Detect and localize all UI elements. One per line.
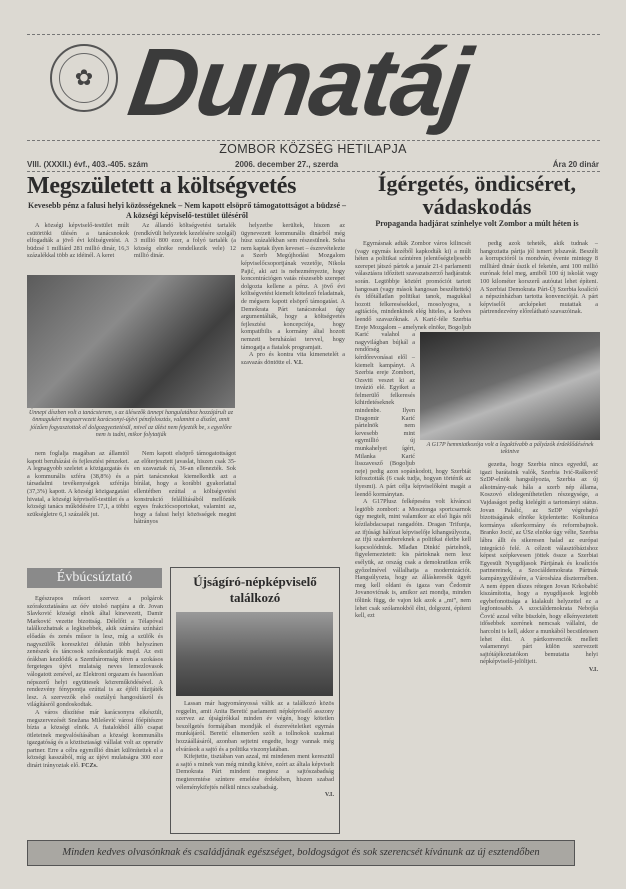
journalist-signature: V.I. <box>324 791 334 799</box>
journalist-headline-line2: találkozó <box>229 590 281 605</box>
budget-deck: Kevesebb pénz a falusi helyi közösségeknek – Nem kapott elsöprő támogatottságot a büdzsé – A községi képviselő-testület üléséről <box>28 201 346 220</box>
masthead-subtitle: ZOMBOR KÖZSÉG HETILAPJA <box>219 142 407 156</box>
farewell-body: Egészrapos műsort szervez a polgárok szórakoztatására az óév utolsó napjára a dr. Jovan Slavković községi elnök által kinevezett, Damir Marković vezette bizottság. Délelőtt a Télapóval találkozhatnak a legkisebbek, akik számára színházi előadás és zenés műsor is lesz, míg a szülők és nagyszülők koreszközi délután több helyszínen zenészek és táncosok szórakoztatják majd. Az esti órákban kezdődik a Szentháromság téren a szokásos fergeteges újévi mulatság neves lemezlovasok válogatott zenével, az Elektroni orgazam és hasonlóan népszerű helyi együttesek közreműködésével. A rendezvény fénypontja ezúttal is az éjféli tűzijáték lesz. A szervezők első osztályú hangosításról és világításról gondoskodtak. A város díszítése már karácsonyra elkészült, megszervezését Snežana Milešević városi főépítészre bízta a községi elnök. A fiatalokból álló csapat ötleteinek megvalósításában a községi kommunális igazgatóság és a köztisztasági vállalat volt az operatív partner. Erre a célra egymillió dinárt különítettek el a községi kasszából, míg az újévi mulatságra 300 ezer dinárt irányoztak elő. FCZs. <box>27 595 163 770</box>
journalist-body: Lassan már hagyományossá válik az a találkozó közös reggelin, amit Anita Beretić parlamenti népképviselő asszony szervez az újságírókkal minden év végén, hogy kötetlen beszélgetés formájában mondják el észrevételeiket egymás munkájáról. Beretić elismerően szólt a tollnokok szakmai hozzáállásáról, azonban sejtetni engedte, hogy vannak még elvárások a sajtó és a politika viszonylatában. Kifejtette, tisztában van azzal, mi mindenen ment keresztül a sajtó s minek van még mindig kitéve, ezért az általa képviselt Demokrata Párt mindent megtesz a sajtószabadság megteremtése színtere emelése érdekében, hiszen szabad véleménykifejtés nélkül nincs szabadság. V.I. <box>176 700 334 799</box>
issue-number: VIII. (XXXII.) évf., 403.-405. szám <box>27 160 148 169</box>
farewell-signature: FCZs. <box>81 762 98 770</box>
issue-price: Ára 20 dinár <box>552 160 599 169</box>
campaign-deck: Propaganda hadjárat színhelye volt Zombor a múlt héten is <box>375 219 579 228</box>
campaign-headline <box>352 172 602 218</box>
journalist-headline-line1: Újságíró-népképviselő <box>193 574 317 589</box>
council-photo-caption: Ünnepi díszben volt a tanácsterem, s az ülésezők ünnepi hangulatához hozzájárult az önmagukért megszervezett karácsonyi-újévi pénzfelosztás, valamint a díszlet, amit jóízűen fogyasztottak el dolgozgyeztetésül, mivel az ülést nem fejezték be, s egyelőre nem is tudni, mikor folytatják <box>28 410 234 439</box>
campaign-headline-line2: vádaskodás <box>422 194 532 219</box>
budget-col2-bottom: Nem kapott elsöprő támogatottságot az előterjesztett javaslat, hiszen csak 35-en szavaztak rá, 36-an ellenezték. Sok párt tanácsnokai kiemelkedik azt a bírálat, hogy a korábbi gyakorlattal ellentétben ezúttal a költségvetési konstrukció felállításából mellőzték egyes frakciócsoportokat, valamint az, hogy a falusi helyi közösségek megint hátrányos <box>134 450 236 526</box>
coat-of-arms-seal-icon: ✿ <box>50 44 118 112</box>
campaign-col2-top: pedig azok teheték, akik tudnak – hangoztatta pártja jól ismert jelszavát. Beszélt a korrupcióról is mondván, évente mintegy 8 milliárd dinár úszik el feketén, ami 100 millió eurónak felel meg, amiből 100 új iskolát vagy 100 kilométer korszerű autóutat lehet építeni. A Szerbiai Demokrata Párt-Új Szerbia koalíció a népszínházban tartotta konvencióját. A párt képviselői arcképeket mutattak a pártrendezvény előrelátható szavazóinak. <box>480 240 598 316</box>
campaign-col2-bottom: gezetta, hogy Szerbia nincs egyedül, az igazi barátaink valók, Szerbia Ivić-Raškovič SzDP-elnök hangsúlyozta, Szerbia az új alkotmány-nak hála a szerb nép állama, Koszovó elidegeníthetetlen részegysége, a Vajdaságot pedig kielégíti a tartományi státus. Jovan Palalić, az SzDP végrehajtó bizottságának elnöke kijelentette: Koštunica kormánya sikerkormány és reformbajnok. Branko Jocić, az ÚSz elnöke úgy vélte, Szerbia lábra állt és sikeresen halad az európai integráció felé. A célzott választóbázishoz képest szépkevesen jöttek össze a Szerbiai Egyesült Nyugdíjasok Pártjának és koalíciós partnereinek, a Szociáldemokrata Pártnak kampánygyűlésére, a Városháza dísztermében. A nem éppen díszes rétegen Jovan Krkobabić kiszámította, hogy a nyugdíjasok legjobb egybefonottsága a kialakult helyzettel ez a legfontosabb. A szociáldemokrata Nebojša Čović azzal vélte büszkén, hogy elkényeztetett idősebbek szerének nemcsak vállalni, de harcolni is kell, akkor a munkából becsületesen lehet élni. A pártkonvenciók mellett valamennyi párt külön szervezett sajtótájékoztatókon bemutatta helyi népképviselő-jelöltjeit. V.I. <box>480 461 598 674</box>
new-year-greeting-banner: Minden kedves olvasónknak és családjának egészséget, boldogságot és sok szerencsét kívánunk az új esztendőben <box>27 840 575 866</box>
journalist-meeting-photo <box>176 612 333 696</box>
issue-date: 2006. december 27., szerda <box>235 160 339 169</box>
campaign-signature: V.I. <box>588 666 598 674</box>
journalist-headline <box>170 574 340 606</box>
budget-signature: V.I. <box>293 358 303 366</box>
budget-headline: Megszületett a költségvetés <box>27 173 297 199</box>
masthead-title: Dunatáj <box>122 29 476 136</box>
council-session-photo <box>27 275 235 408</box>
budget-col3: helyzetbe kerültek, hiszen az ügynevezett kommunális dinárból még húsz százalékban sem részesülnek. Soha nem kaptak ilyen keveset – észrevételezte a Szerb Megújhodási Mozgalom képviselőcsoportjának vezetője, Nikola Pajić, aki azt is nehezményezte, hogy koncentrációgen vatás részesebb szerepet dolgozta kellene a pénz. A jövő évi költségvetést kiemelt kötelező feladatnak, de mégsem kapott elsöprő támogatást. A Demokrata Párt tanácsnokai úgy argumentálták, hogy a költségvetés fejlesztési koncepciója, hogy kompatibilis a kormány által hozott nemzeti beruházási tervvel, hogy támogatja a fiatalok programjait. A pro és kontra vita kimenetelét a szavazás döntötte el. V.I. <box>241 222 345 366</box>
masthead-rule <box>27 140 600 141</box>
farewell-headline: Évbúcsúztató <box>27 568 162 588</box>
campaign-headline-line1: Ígérgetés, öndicséret, <box>377 171 577 196</box>
budget-col1-bottom: nem foglalja magában az államtól kapott beruházási és fejlesztési pénzeket. A legnagyobb szeletet a közigazgatás és a kommunális szféra (38,8%) és a társadalmi tevékenységek szférája (37,3%) kapott. A községi közigazgatási hivatal, a községi képviselő-testület és a községi tanács működésére 17,1, a többi szükségletre 6,1 százalék jut. <box>27 450 129 518</box>
budget-col1-top: A községi képviselő-testület múlt csütörtöki ülésén a tanácsnokok elfogadták a jövő évi költségvetést. A büdzsé 1 milliárd 281 millió dinár, 16,3 százalékkal több az idéinél. A keret <box>27 222 129 260</box>
campaign-photo-caption: A G17P hemmiatkozója volt a legaktívabb a pályázók érdeklődésének tekintve <box>426 442 594 456</box>
campaign-col1: Egymásnak adták Zombor város kilincsét (vagy egymás kezéből kapkodták ki) a múlt héten a politikai színtéren jelentőségteljesebb szerepet játszó pártok a január 21-i parlamenti választásra időzített szavazatszerző hadjáratuk során. Legtöbbje köztéri promóciót tartott hangosan (vagy mások hangosan beszéltettek) és időtállatlan politikai tanok, magukkal hozott felkeresésekkel, mosolyogva, s agitációs, mindenkinek elég hiteles, a kedves leendő szavazóknak. A Karić-féle Szerbia Ereje Mozgalom – amelynek elnöke, Bogoljub Karić valahol a nagyvilágban bújkál a rendőrség kérdőrevonásai elől – kiemelt kampányt. A Szerbia ereje Zombort, Ozsviti veszet ki az invázió elé. Egyiket a felmerülő felkeresés kihirdetéseknek mindenbe. Ilyen Dragomir Karić pártelnök nem kevesebb mint egymillió új munkahelyet ígért, Milanka Karić lisszavesző (Bogoljub neje) pedig azon sopánkodott, hogy Szerbiát kifosztották (6 csak tudja, hogyan történik az ilyesmi). A párt célja képviselőként magát a leendő kormánytan. A G17Plusz felképeséra volt kíváncsi legtöbb zombori: a Mosztonga sportcsarnok úgy megtelt, mint valamikor az első ligás női kézilabdacsapat rangadóin. Dragan Trifunja, az ifjúsági hálózat képviselője kihangsúlyozta, az ifjú szakembereknek a politikai életbe kell kapcsolódniuk. Mlađan Dinkić pártelnök, figyelemeztetett: kis pártoknak nem lesz esélyük, az ország csak a demokratikus erők győzelmével vállalhatja a modernizációt. Hangsúlyozta, hogy az álláskeresők ügyét meg kell oldani és igaza van Čedomir Jovanovićnak is, amikor azt mondja, minden tőlünk függ, de vajon kik azok a „mi”, nem lehet csak szólamokból élni, dolgozni, építeni kell, ezt <box>355 240 471 620</box>
campaign-rally-photo <box>420 332 600 440</box>
budget-col2-top: Az állandó költségvetési tartalék (rendkívüli helyzetek kezelésére szolgál) 3 millió 800 ezer, a folyó tartalék (a község elnöke rendelkezik vele) 12 millió dinár. <box>134 222 236 260</box>
